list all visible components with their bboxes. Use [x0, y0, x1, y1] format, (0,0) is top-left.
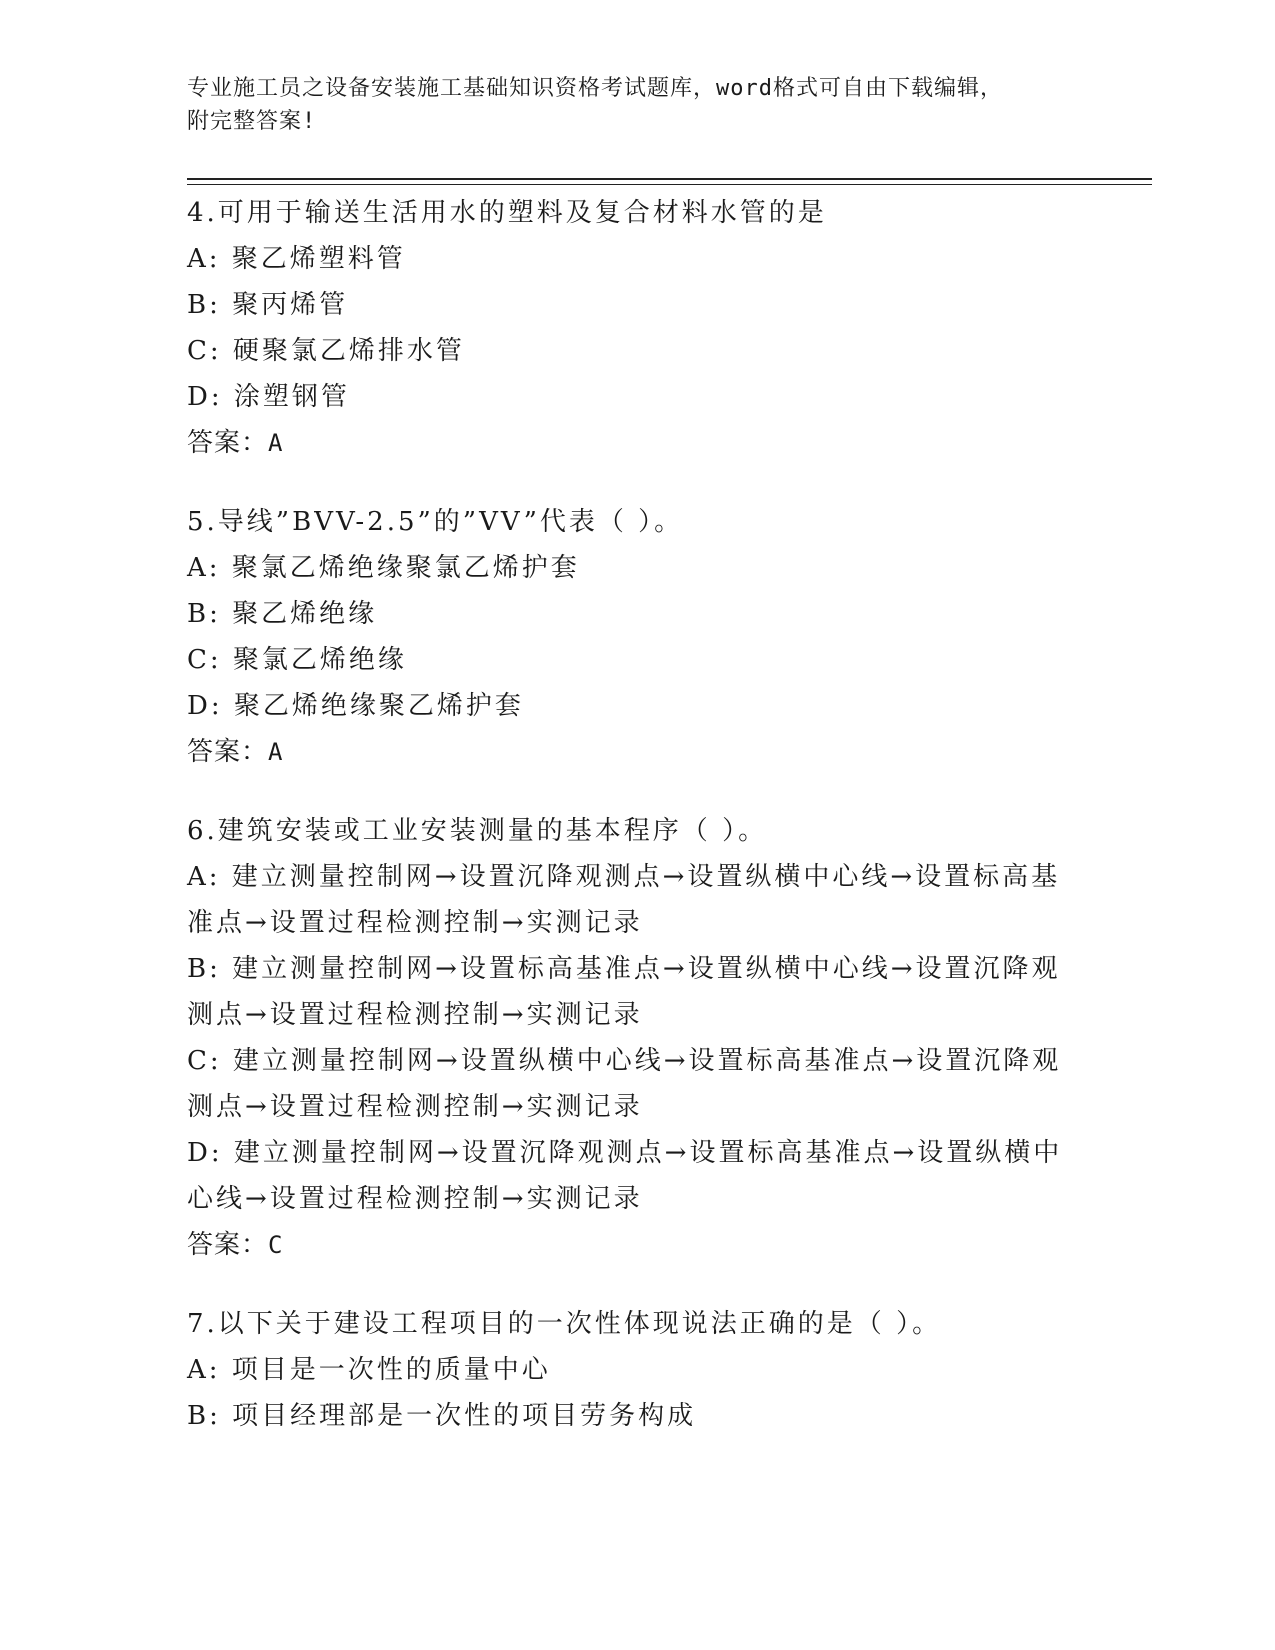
option-b: B: 聚丙烯管 [187, 290, 349, 320]
option-d: D: 聚乙烯绝缘聚乙烯护套 [187, 691, 524, 721]
header-divider-thin [187, 184, 1152, 185]
option-a: A: 项目是一次性的质量中心 [187, 1355, 551, 1385]
option-c: C: 聚氯乙烯绝缘 [187, 645, 407, 675]
option-d: D: 建立测量控制网→设置沉降观测点→设置标高基准点→设置纵横中心线→设置过程检测控制→实测记录 [187, 1138, 1063, 1214]
answer-label: 答案： [187, 428, 269, 458]
question-4 [187, 190, 1087, 466]
question-stem: 6.建筑安装或工业安装测量的基本程序（ ）。 [187, 816, 768, 846]
question-7 [187, 1301, 1087, 1439]
question-stem: 7.以下关于建设工程项目的一次性体现说法正确的是（ ）。 [187, 1309, 942, 1339]
answer-value: C [268, 1231, 284, 1259]
option-a: A: 建立测量控制网→设置沉降观测点→设置纵横中心线→设置标高基准点→设置过程检测控制→实测记录 [187, 862, 1061, 938]
option-b: B: 聚乙烯绝缘 [187, 599, 378, 629]
option-c: C: 建立测量控制网→设置纵横中心线→设置标高基准点→设置沉降观测点→设置过程检测控制→实测记录 [187, 1046, 1062, 1122]
question-stem: 4.可用于输送生活用水的塑料及复合材料水管的是 [187, 198, 827, 228]
document-header [187, 72, 1067, 138]
answer-label: 答案： [187, 737, 269, 767]
header-divider-thick [187, 178, 1152, 180]
answer-line [187, 729, 1087, 775]
option-c: C: 硬聚氯乙烯排水管 [187, 336, 465, 366]
question-5 [187, 499, 1087, 775]
question-list [187, 190, 1087, 1472]
header-line-1: 专业施工员之设备安装施工基础知识资格考试题库，word格式可自由下载编辑， [187, 76, 1003, 101]
question-6 [187, 808, 1087, 1268]
option-b: B: 项目经理部是一次性的项目劳务构成 [187, 1401, 697, 1431]
option-d: D: 涂塑钢管 [187, 382, 350, 412]
answer-value: A [268, 429, 284, 457]
answer-value: A [268, 738, 284, 766]
option-a: A: 聚乙烯塑料管 [187, 244, 406, 274]
option-b: B: 建立测量控制网→设置标高基准点→设置纵横中心线→设置沉降观测点→设置过程检测控制→实测记录 [187, 954, 1061, 1030]
header-line-2: 附完整答案! [187, 109, 317, 134]
option-a: A: 聚氯乙烯绝缘聚氯乙烯护套 [187, 553, 580, 583]
answer-line [187, 1222, 1087, 1268]
answer-label: 答案： [187, 1230, 269, 1260]
question-stem: 5.导线”BVV-2.5”的”VV”代表（ ）。 [187, 507, 684, 537]
answer-line [187, 420, 1087, 466]
